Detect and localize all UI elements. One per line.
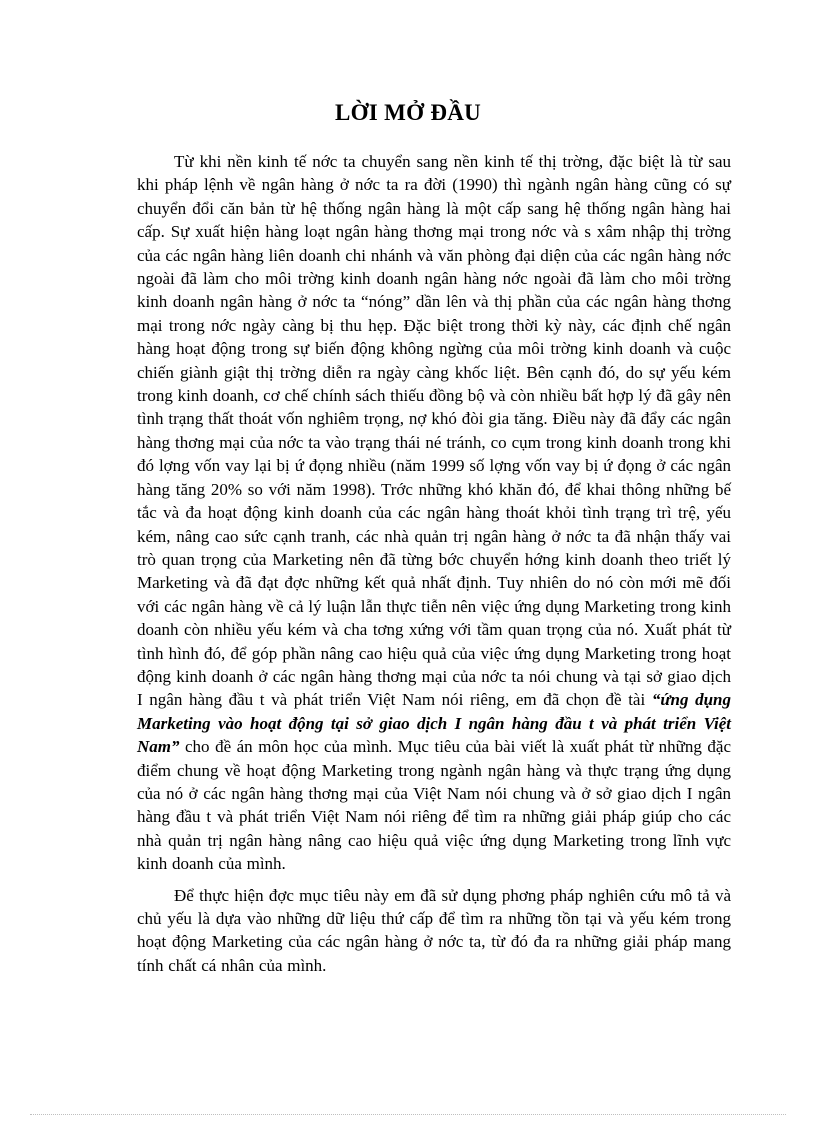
paragraph-1-text-before: Từ khi nền kinh tế nớc ta chuyển sang nền kinh tế thị trờng, đặc biệt là từ sau khi pháp lệnh về ngân hàng ở nớc ta ra đời (1990) thì ngành ngân hàng cũng có sự chuyển đổi căn bản từ hệ thống ngân hàng là một cấp sang hệ thống ngân hàng hai cấp. Sự xuất hiện hàng loạt ngân hàng thơng mại trong nớc và s xâm nhập thị trờng của các ngân hàng liên doanh chi nhánh và văn phòng đại diện của các ngân hàng nớc ngoài đã làm cho môi trờng kinh doanh ngân hàng nớc ngoài đã làm cho môi trờng kinh doanh ngân hàng ở nớc ta “nóng” dần lên và thị phần của các ngân hàng thơng mại trong nớc ngày càng bị thu hẹp. Đặc biệt trong thời kỳ này, các định chế ngân hàng hoạt động trong sự biến động không ngừng của môi trờng kinh doanh và cuộc chiến giành giật thị trờng diễn ra ngày càng khốc liệt. Bên cạnh đó, do sự yếu kém trong kinh doanh, cơ chế chính sách thiếu đồng bộ và còn nhiều bất hợp lý đã gây nên tình trạng thất thoát vốn nghiêm trọng, nợ khó đòi gia tăng. Điều này đã đẩy các ngân hàng thơng mại của nớc ta vào trạng thái né tránh, co cụm trong kinh doanh trong khi đó lợng vốn vay lại bị ứ đọng nhiều (năm 1999 số lợng vốn vay bị ứ đọng ở các ngân hàng tăng 20% so với năm 1998). Trớc những khó khăn đó, để khai thông những bế tắc và đa hoạt động kinh doanh của các ngân hàng thoát khỏi tình trạng trì trệ, yếu kém, nâng cao sức cạnh tranh, các nhà quản trị ngân hàng ở nớc ta đã nhận thấy vai trò quan trọng của Marketing nên đã từng bớc chuyển hớng kinh doanh theo triết lý Marketing và đã đạt đợc những kết quả nhất định. Tuy nhiên do nó còn mới mẽ đối với các ngân hàng về cả lý luận lẫn thực tiễn nên việc ứng dụng Marketing trong kinh doanh còn nhiều yếu kém và cha tơng xứng với tầm quan trọng của nó. Xuất phát từ tình hình đó, để góp phần nâng cao hiệu quả của việc ứng dụng Marketing trong hoạt động kinh doanh ở các ngân hàng thơng mại của nớc ta nói chung và tại sở giao dịch I ngân hàng đầu t và phát triển Việt Nam nói riêng, em đã chọn đề tài: [137, 152, 731, 710]
page-title: LỜI MỞ ĐẦU: [334, 100, 482, 125]
document-body: [137, 150, 731, 977]
page-bottom-divider: [30, 1114, 786, 1115]
paragraph-methodology: Để thực hiện đợc mục tiêu này em đã sử dụng phơng pháp nghiên cứu mô tả và chủ yếu là dựa vào những dữ liệu thứ cấp để tìm ra những tồn tại và yếu kém trong hoạt động Marketing của các ngân hàng ở nớc ta, từ đó đa ra những giải pháp mang tính chất cá nhân của mình.: [137, 885, 731, 975]
paragraph-introduction: [137, 150, 731, 876]
thesis-topic-title: “ứng dụng Marketing vào hoạt động tại sở giao dịch I ngân hàng đầu t và phát triển Việt Nam”: [137, 690, 731, 757]
paragraph-1-text-after: cho đề án môn học của mình. Mục tiêu của bài viết là xuất phát từ những đặc điểm chung về hoạt động Marketing trong ngành ngân hàng và thực trạng ứng dụng của nó ở các ngân hàng thơng mại của Việt Nam nói chung và ở sở giao dịch I ngân hàng đầu t và phát triển Việt Nam nói riêng để tìm ra những giải pháp giúp cho các nhà quản trị ngân hàng nâng cao hiệu quả việc ứng dụng Marketing trong lĩnh vực kinh doanh của mình.: [137, 737, 731, 874]
